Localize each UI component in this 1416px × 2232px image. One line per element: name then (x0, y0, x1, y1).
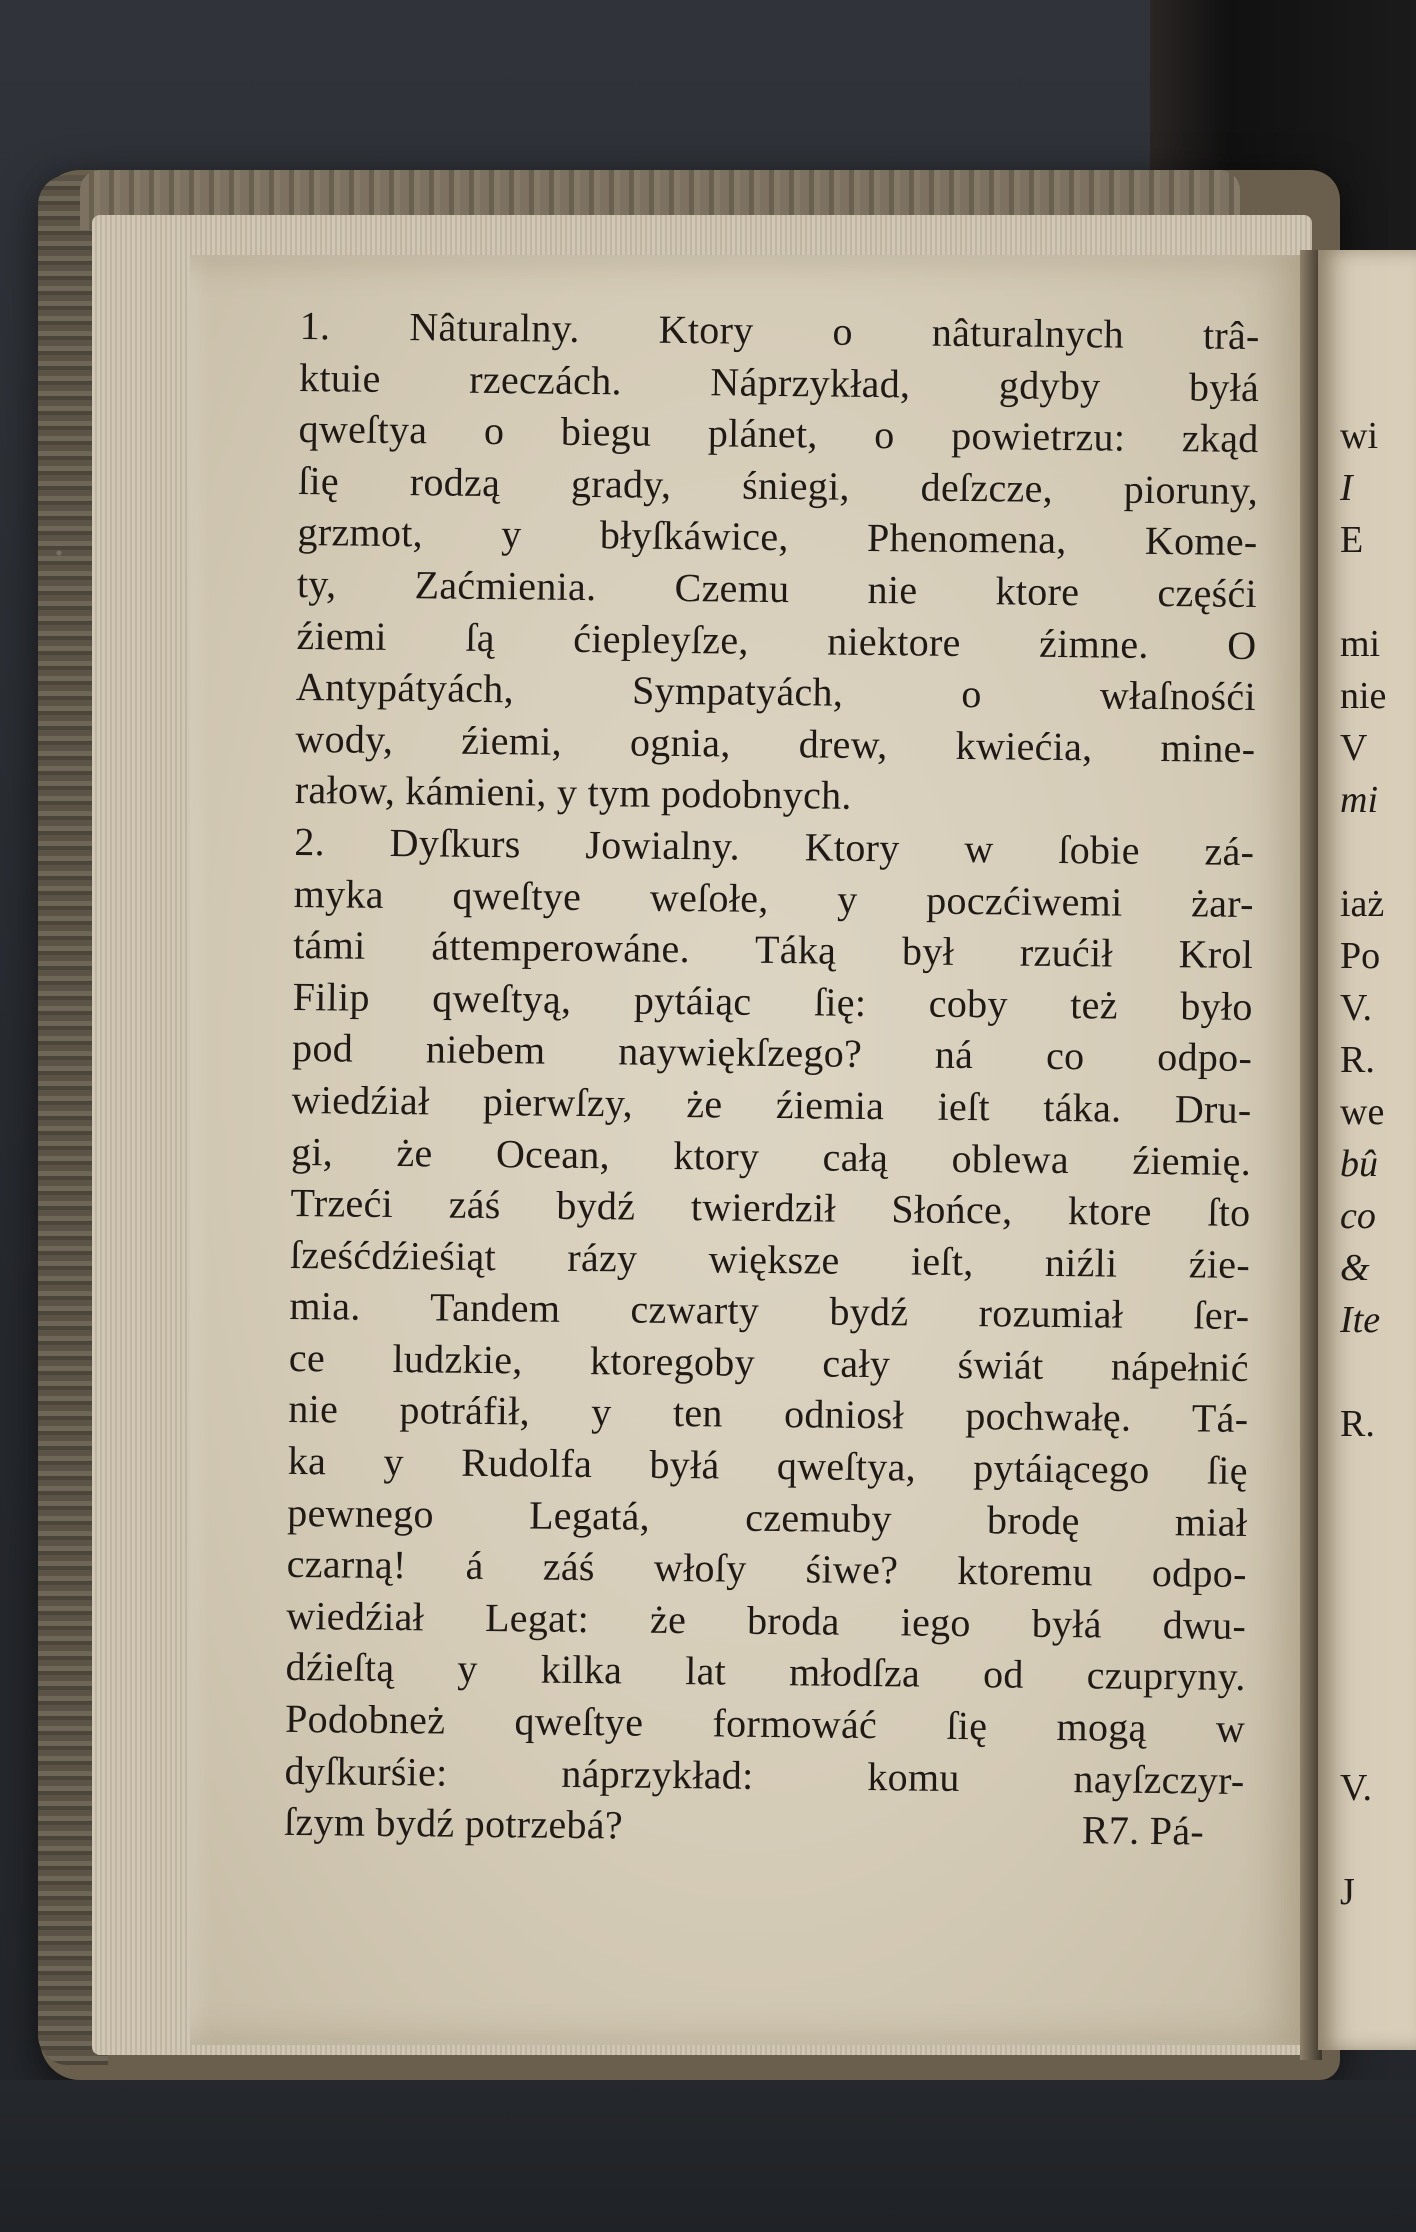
right-fragment (1340, 826, 1416, 878)
right-fragment (1340, 566, 1416, 618)
text-line: ktuie rzeczách. Náprzykład, gdyby byłá (298, 354, 1260, 410)
text-line: źiemi ſą ćiepleyſze, niektore źimne. O (296, 612, 1257, 668)
right-fragment (1340, 1606, 1416, 1658)
text-line: ſześćdźieśiąt rázy większe ieſt, niźli źie- (289, 1231, 1251, 1287)
last-line-text: ſzym bydź potrzebá? (283, 1799, 624, 1848)
right-fragment: R. (1340, 1403, 1375, 1445)
text-line: rałow, kámieni, y tym podobnych. (294, 767, 852, 819)
right-fragment (1340, 1502, 1416, 1554)
background-surface (0, 2080, 1416, 2232)
right-fragment (1340, 1710, 1416, 1762)
text-line: 1. Nâturalny. Ktory o nâturalnych trâ- (299, 302, 1260, 359)
right-fragment: we (1340, 1091, 1385, 1133)
text-line: mia. Tandem czwarty bydź rozumiał ſer- (289, 1283, 1250, 1339)
text-line: wiedźiał pierwſzy, że źiemia ieſt táka. Dru- (291, 1076, 1252, 1132)
right-fragment (1340, 1658, 1416, 1710)
right-fragment: Ite (1340, 1299, 1381, 1341)
text-line: wody, źiemi, ognia, drew, kwiećia, mine- (295, 715, 1256, 771)
text-line-last (284, 1796, 1244, 1858)
right-page-text (1340, 410, 1416, 1918)
right-fragment: J (1340, 1871, 1355, 1913)
text-line: ty, Zaćmienia. Czemu nie ktore częśći (296, 560, 1258, 617)
right-fragment: V. (1340, 1767, 1373, 1809)
text-line: pewnego Legatá, czemuby brodę miał (287, 1489, 1248, 1545)
right-fragment: bû (1340, 1143, 1378, 1185)
text-line: Podobneż qweſtye formowáć ſię mogą w (284, 1695, 1246, 1752)
text-line: qweſtya o biegu plánet, o powietrzu: zkąd (298, 406, 1259, 462)
text-line: ſię rodzą grady, śniegi, deſzcze, pioruny, (297, 457, 1259, 513)
right-fragment (1340, 1450, 1416, 1502)
right-fragment: mi (1340, 779, 1378, 821)
text-line: Trzeći záś bydź twierdził Słońce, ktore ſto (290, 1180, 1251, 1236)
text-line: grzmot, y błyſkáwice, Phenomena, Kome- (297, 509, 1258, 565)
text-line: nie potráfił, y ten odniosł pochwałę. Tá- (288, 1386, 1249, 1442)
right-fragment: wi (1340, 415, 1378, 457)
text-line: gi, że Ocean, ktory całą oblewa źiemię. (290, 1128, 1252, 1184)
right-fragment (1340, 1554, 1416, 1606)
text-line: wiedźiał Legat: że broda iego byłá dwu- (285, 1592, 1247, 1648)
right-fragment: E (1340, 519, 1364, 561)
text-line: dźieſtą y kilka lat młodſza od czupryny. (285, 1644, 1246, 1700)
text-line: czarną! á záś włoſy śiwe? ktoremu odpo- (286, 1541, 1247, 1597)
text-line: támi áttemperowáne. Táką był rzućił Krol (293, 922, 1254, 978)
right-fragment: Po (1340, 935, 1381, 977)
left-page-text (284, 300, 1260, 1858)
right-fragment (1340, 1814, 1416, 1866)
text-line: 2. Dyſkurs Jowialny. Ktory w ſobie zá- (294, 818, 1255, 874)
right-fragment: & (1340, 1247, 1370, 1289)
text-line: myka qweſtye weſołe, y poczćiwemi żar- (293, 870, 1254, 926)
right-fragment: I (1340, 467, 1353, 509)
right-fragment: mi (1340, 623, 1381, 665)
text-line: dyſkurśie: náprzykład: komu nayſzczyr- (284, 1747, 1245, 1803)
right-fragment: iaż (1340, 883, 1385, 925)
right-fragment: V. (1340, 987, 1373, 1029)
text-line: Antypátyách, Sympatyách, o właſnośći (295, 664, 1257, 720)
text-line: ka y Rudolfa byłá qweſtya, pytáiącego ſię (287, 1438, 1249, 1494)
text-line: pod niebem naywiękſzego? ná co odpo- (291, 1025, 1253, 1081)
right-fragment: nie (1340, 675, 1387, 717)
text-line: Filip qweſtyą, pytáiąc ſię: coby też było (292, 973, 1253, 1029)
right-fragment: V (1340, 727, 1368, 769)
right-fragment: R. (1340, 1039, 1375, 1081)
catchword: R7. Pá- (1081, 1807, 1205, 1854)
text-line: ce ludzkie, ktoregoby cały świát nápełnić (288, 1334, 1250, 1390)
right-fragment (1340, 1346, 1416, 1398)
right-fragment: co (1340, 1195, 1376, 1237)
